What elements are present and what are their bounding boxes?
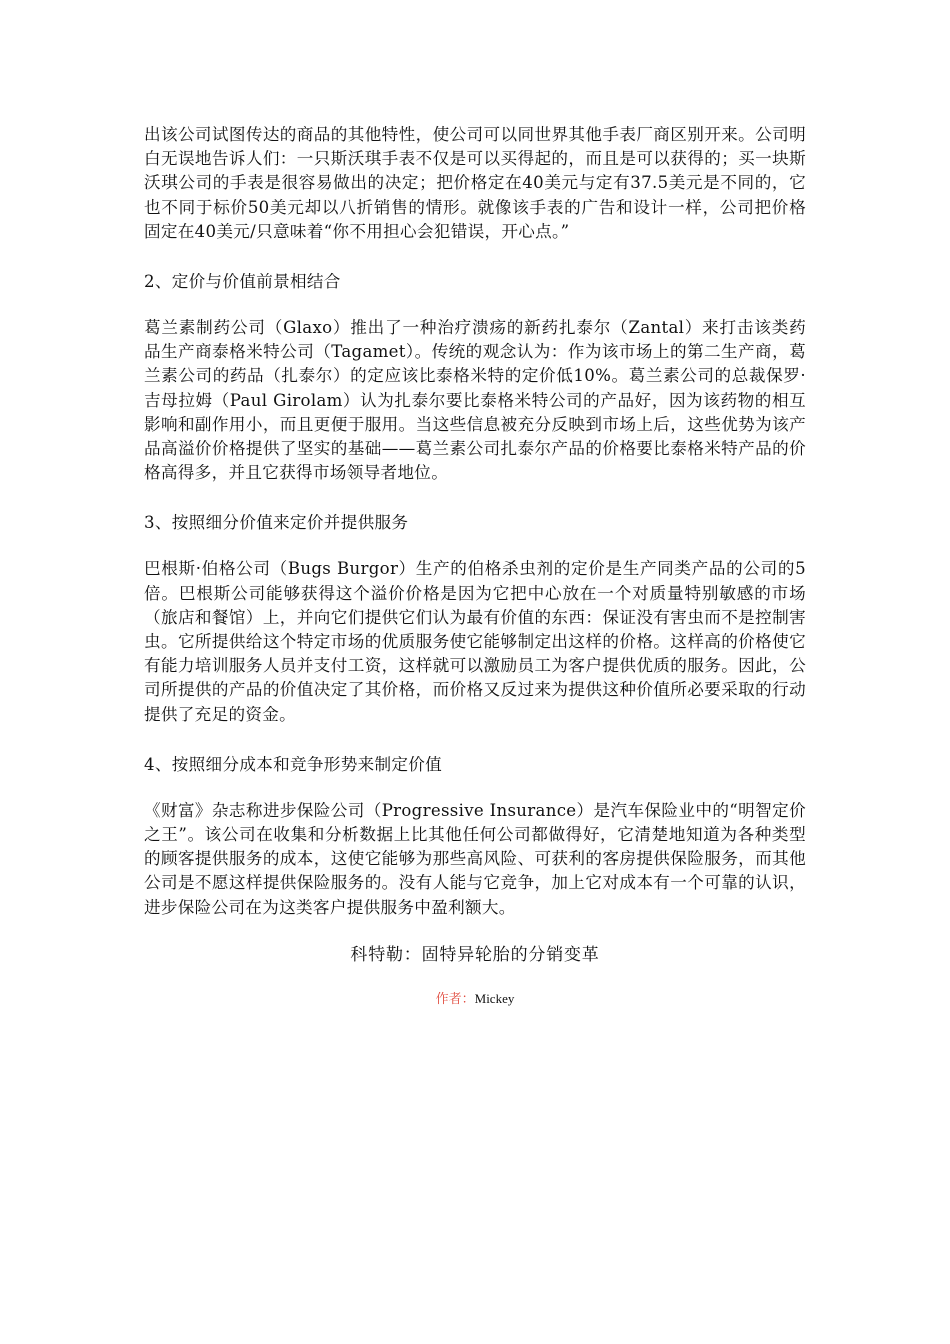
section-body-4: 《财富》杂志称进步保险公司（Progressive Insurance）是汽车保险业中的“明智定价之王”。该公司在收集和分析数据上比其他任何公司都做得好，它清楚地知道为各种类型的顾客提供服务的成本，这使它能够为那些高风险、可获利的客房提供保险服务，而其他公司是不愿这样提供保险服务的。没有人能与它竞争，加上它对成本有一个可靠的认识，进步保险公司在为这类客户提供服务中盈利额大。 [144,800,806,917]
section-heading-4: 4、按照细分成本和竞争形势来制定价值 [144,754,443,774]
document-page [144,123,806,1022]
section-heading-3: 3、按照细分价值来定价并提供服务 [144,513,409,533]
section-body-3: 巴根斯·伯格公司（Bugs Burgor）生产的伯格杀虫剂的定价是生产同类产品的公司的5倍。巴根斯公司能够获得这个溢价价格是因为它把中心放在一个对质量特别敏感的市场（旅店和餐馆）上，并向它们提供它们认为最有价值的东西：保证没有害虫而不是控制害虫。它所提供给这个特定市场的优质服务使它能够制定出这样的价格。这样高的价格使它有能力培训服务人员并支付工资，这样就可以激励员工为客户提供优质的服务。因此，公司所提供的产品的价值决定了其价格，而价格又反过来为提供这种价值所必要采取的行动提供了充足的资金。 [144,559,806,724]
author-name: Mickey [474,990,515,1006]
section-body-2: 葛兰素制药公司（Glaxo）推出了一种治疗溃疡的新药扎泰尔（Zantal）来打击该类药品生产商泰格米特公司（Tagamet）。传统的观念认为：作为该市场上的第二生产商，葛兰素公司的药品（扎泰尔）的定应该比泰格米特的定价低10%。葛兰素公司的总裁保罗·吉母拉姆（Paul Girolam）认为扎泰尔要比泰格米特公司的产品好，因为该药物的相互影响和副作用小，而且更便于服用。当这些信息被充分反映到市场上后，这些优势为该产品高溢价价格提供了坚实的基础——葛兰素公司扎泰尔产品的价格要比泰格米特产品的价格高得多，并且它获得市场领导者地位。 [144,318,806,483]
intro-paragraph: 出该公司试图传达的商品的其他特性，使公司可以同世界其他手表厂商区别开来。公司明白无误地告诉人们：一只斯沃琪手表不仅是可以买得起的，而且是可以获得的；买一块斯沃琪公司的手表是很容易做出的决定；把价格定在40美元与定有37.5美元是不同的，它也不同于标价50美元却以八折销售的情形。就像该手表的广告和设计一样，公司把价格固定在40美元/只意味着“你不用担心会犯错误，开心点。” [144,125,806,241]
next-article-title: 科特勒：固特异轮胎的分销变革 [350,944,600,965]
section-heading-2: 2、定价与价值前景相结合 [144,272,341,292]
author-line [144,990,806,1009]
author-label: 作者： [435,991,475,1007]
